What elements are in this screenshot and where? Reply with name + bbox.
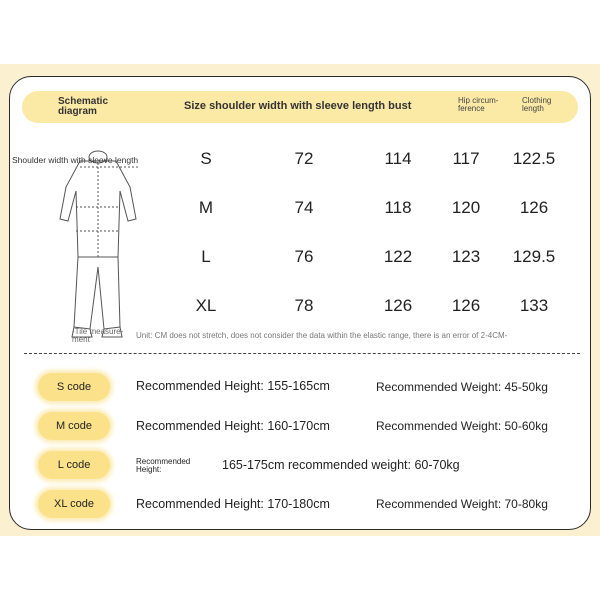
bust-value: 126 <box>383 296 413 315</box>
bust-value: 122 <box>383 247 413 266</box>
l-recommended-height-small: Recommended Height: <box>136 457 191 474</box>
m-recommended-height: Recommended Height: 160-170cm <box>136 419 330 433</box>
l-recommendation: 165-175cm recommended weight: 60-70kg <box>222 458 460 472</box>
size-label: M <box>198 198 214 217</box>
s-recommended-height: Recommended Height: 155-165cm <box>136 379 330 393</box>
table-header <box>22 91 578 123</box>
hip-value: 120 <box>451 198 481 217</box>
xl-code-badge: XL code <box>38 490 110 518</box>
divider <box>24 353 580 354</box>
s-recommended-weight: Recommended Weight: 45-50kg <box>376 380 548 394</box>
shoulder-value: 78 <box>294 296 314 315</box>
header-schematic: Schematic diagram <box>58 96 109 117</box>
length-value: 129.5 <box>512 247 556 266</box>
header-size-columns: Size shoulder width with sleeve length bust <box>184 100 412 112</box>
xl-recommended-height: Recommended Height: 170-180cm <box>136 497 330 511</box>
hip-value: 126 <box>451 296 481 315</box>
tile-measurement-label: -Tile measure- ment <box>72 327 124 344</box>
unit-note: Unit: CM does not stretch, does not consider the data within the elastic range, there is an error of 2-4CM- <box>136 331 508 340</box>
m-code-badge: M code <box>38 412 110 440</box>
header-hip: Hip circum- ference <box>458 96 499 113</box>
l-code-badge: L code <box>38 451 110 479</box>
shoulder-value: 74 <box>294 198 314 217</box>
s-code-badge: S code <box>38 373 110 401</box>
size-label: L <box>201 247 211 266</box>
shoulder-width-label: Shoulder width with sleeve length <box>12 155 139 165</box>
header-clothing-length: Clothing length <box>522 96 552 113</box>
size-chart-panel <box>9 76 591 530</box>
length-value: 133 <box>519 296 549 315</box>
bust-value: 114 <box>384 149 412 168</box>
size-label: S <box>200 149 212 168</box>
hip-value: 117 <box>452 149 480 168</box>
bust-value: 118 <box>384 198 412 217</box>
length-value: 122.5 <box>512 149 556 168</box>
shoulder-value: 76 <box>294 247 314 266</box>
m-recommended-weight: Recommended Weight: 50-60kg <box>376 419 548 433</box>
shoulder-value: 72 <box>294 149 314 168</box>
jumpsuit-diagram <box>50 147 160 347</box>
length-value: 126 <box>519 198 549 217</box>
xl-recommended-weight: Recommended Weight: 70-80kg <box>376 497 548 511</box>
hip-value: 123 <box>451 247 481 266</box>
size-label: XL <box>195 296 217 315</box>
